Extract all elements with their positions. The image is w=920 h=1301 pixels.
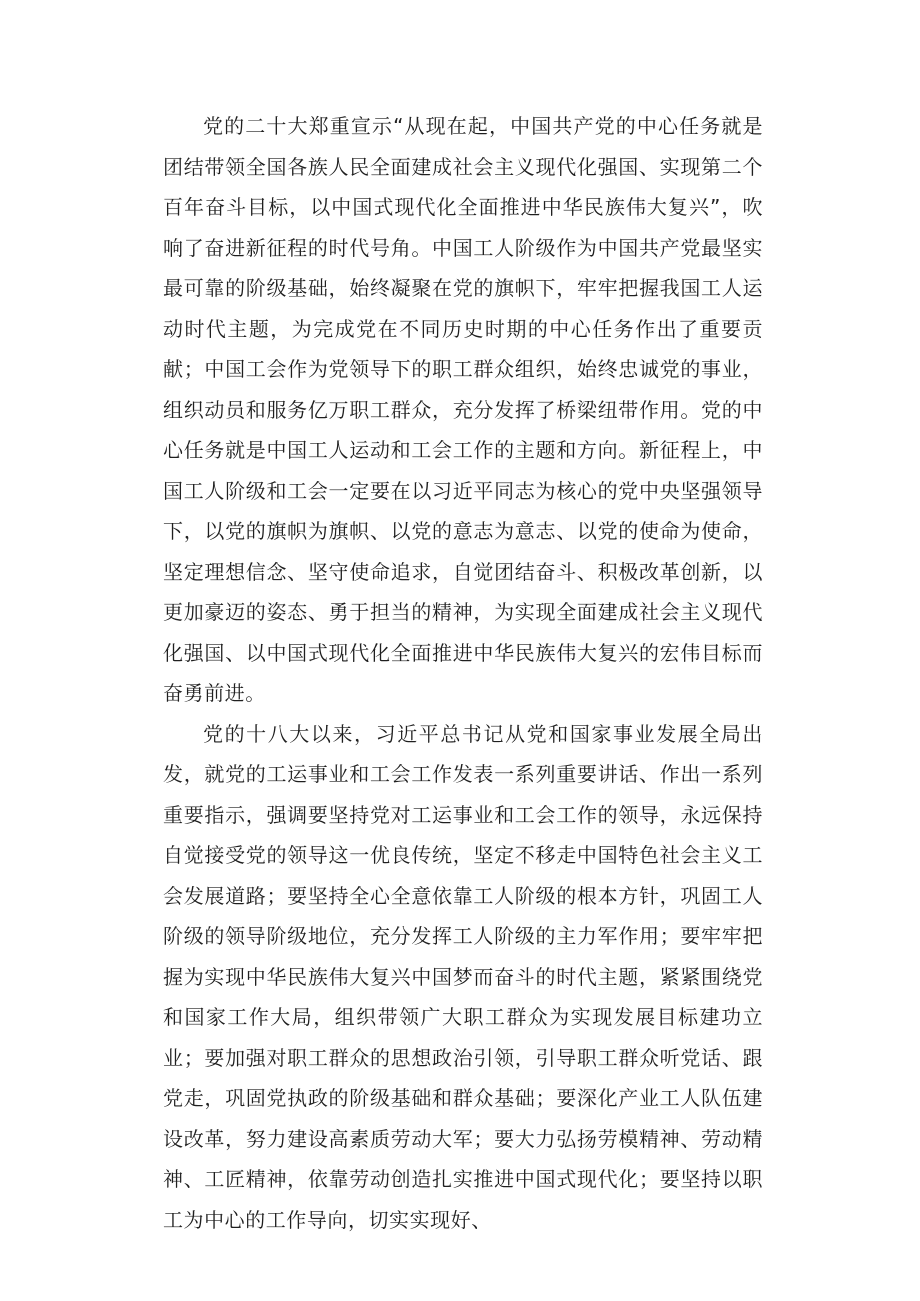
- document-body: [163, 106, 763, 1240]
- paragraph-2: 党的十八大以来，习近平总书记从党和国家事业发展全局出发，就党的工运事业和工会工作发表一系列重要讲话、作出一系列重要指示，强调要坚持党对工运事业和工会工作的领导，永远保持自觉接受党的领导这一优良传统，坚定不移走中国特色社会主义工会发展道路；要坚持全心全意依靠工人阶级的根本方针，巩固工人阶级的领导阶级地位，充分发挥工人阶级的主力军作用；要牢牢把握为实现中华民族伟大复兴中国梦而奋斗的时代主题，紧紧围绕党和国家工作大局，组织带领广大职工群众为实现发展目标建功立业；要加强对职工群众的思想政治引领，引导职工群众听党话、跟党走，巩固党执政的阶级基础和群众基础；要深化产业工人队伍建设改革，努力建设高素质劳动大军；要大力弘扬劳模精神、劳动精神、工匠精神，依靠劳动创造扎实推进中国式现代化；要坚持以职工为中心的工作导向，切实实现好、: [163, 721, 763, 1232]
- paragraph-1: 党的二十大郑重宣示“从现在起，中国共产党的中心任务就是团结带领全国各族人民全面建成社会主义现代化强国、实现第二个百年奋斗目标，以中国式现代化全面推进中华民族伟大复兴”，吹响了奋进新征程的时代号角。中国工人阶级作为中国共产党最坚实最可靠的阶级基础，始终凝聚在党的旗帜下，牢牢把握我国工人运动时代主题，为完成党在不同历史时期的中心任务作出了重要贡献；中国工会作为党领导下的职工群众组织，始终忠诚党的事业，组织动员和服务亿万职工群众，充分发挥了桥梁纽带作用。党的中心任务就是中国工人运动和工会工作的主题和方向。新征程上，中国工人阶级和工会一定要在以习近平同志为核心的党中央坚强领导下，以党的旗帜为旗帜、以党的意志为意志、以党的使命为使命，坚定理想信念、坚守使命追求，自觉团结奋斗、积极改革创新，以更加豪迈的姿态、勇于担当的精神，为实现全面建成社会主义现代化强国、以中国式现代化全面推进中华民族伟大复兴的宏伟目标而奋勇前进。: [163, 114, 763, 705]
